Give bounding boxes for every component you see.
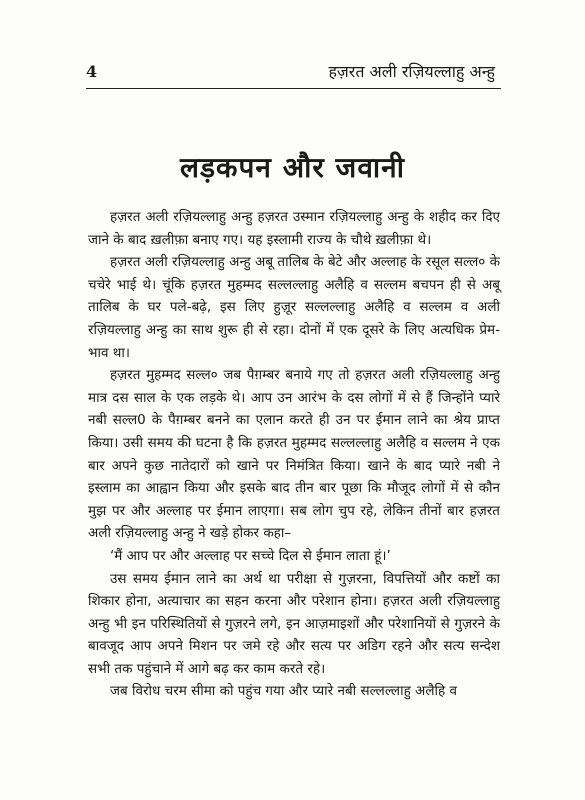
quote: ‘मैं आप पर और अल्लाह पर सच्चे दिल से ईमान लाता हूं।’ [110, 547, 391, 564]
paragraph-5: जब विरोध चरम सीमा को पहुंच गया और प्यारे नबी सल्लल्लाहु अलैहि व [110, 683, 457, 700]
page-number: 4 [86, 62, 98, 81]
paragraph-2: हज़रत अली रज़ियल्लाहु अन्हु अबू तालिब के बेटे और अल्लाह के रसूल सल्ल० के चचेरे भाई थे। चूंकि हज़रत मुहम्मद सल्लल्लाहु अलैहि व सल्लम बचपन ही से अबू तालिब के घर पले-बढ़े, इस लिए हुज़ूर सल्लल्लाहु अलैहि व सल्लम व अली रज़ियल्लाहु अन्हु का साथ शुरू ही से रहा। दोनों में एक दूसरे के लिए अत्यधिक प्रेम-भाव था। [88, 254, 500, 361]
paragraph-4: उस समय ईमान लाने का अर्थ था परीक्षा से गुज़रना, विपत्तियों और कष्टों का शिकार होना, अत्याचार का सहन करना और परेशान होना। हज़रत अली रज़ियल्लाहु अन्हु भी इन परिस्थितियों से गुज़रने लगे, इन आज़माइशों और परेशानियों से गुज़रने के बावजूद आप अपने मिशन पर जमे रहे और सत्य पर अडिग रहने और सत्य सन्देश सभी तक पहुंचाने में आगे बढ़ कर काम करते रहे। [88, 570, 500, 677]
paragraph-3: हज़रत मुहम्मद सल्ल० जब पैग़म्बर बनाये गए तो हज़रत अली रज़ियल्लाहु अन्हु मात्र दस साल के एक लड़के थे। आप उन आरंभ के दस लोगों में से हैं जिन्होंने प्यारे नबी सल्ल0 के पैग़म्बर बनने का एलान करते ही उन पर ईमान लाने का श्रेय प्राप्त किया। उसी समय की घटना है कि हज़रत मुहम्मद सल्लल्लाहु अलैहि व सल्लम ने एक बार अपने कुछ नातेदारों को खाने पर निमंत्रित किया। खाने के बाद प्यारे नबी ने इस्लाम का आह्वान किया और इसके बाद तीन बार पूछा कि मौजूद लोगों में से कौन मुझ पर और अल्लाह पर ईमान लाएगा। सब लोग चुप रहे, लेकिन तीनों बार हज़रत अली रज़ियल्लाहु अन्हु ने खड़े होकर कहा– [88, 367, 500, 542]
paragraph-1: हज़रत अली रज़ियल्लाहु अन्हु हज़रत उस्मान रज़ियल्लाहु अन्हु के शहीद कर दिए जाने के बाद ख़लीफ़ा बनाए गए। यह इस्लामी राज्य के चौथे ख़लीफ़ा थे। [88, 209, 500, 248]
body-text [88, 206, 500, 703]
chapter-title: लड़कपन और जवानी [180, 151, 405, 184]
running-title: हज़रत अली रज़ियल्लाहु अन्हु [328, 62, 495, 81]
running-header [86, 54, 501, 89]
